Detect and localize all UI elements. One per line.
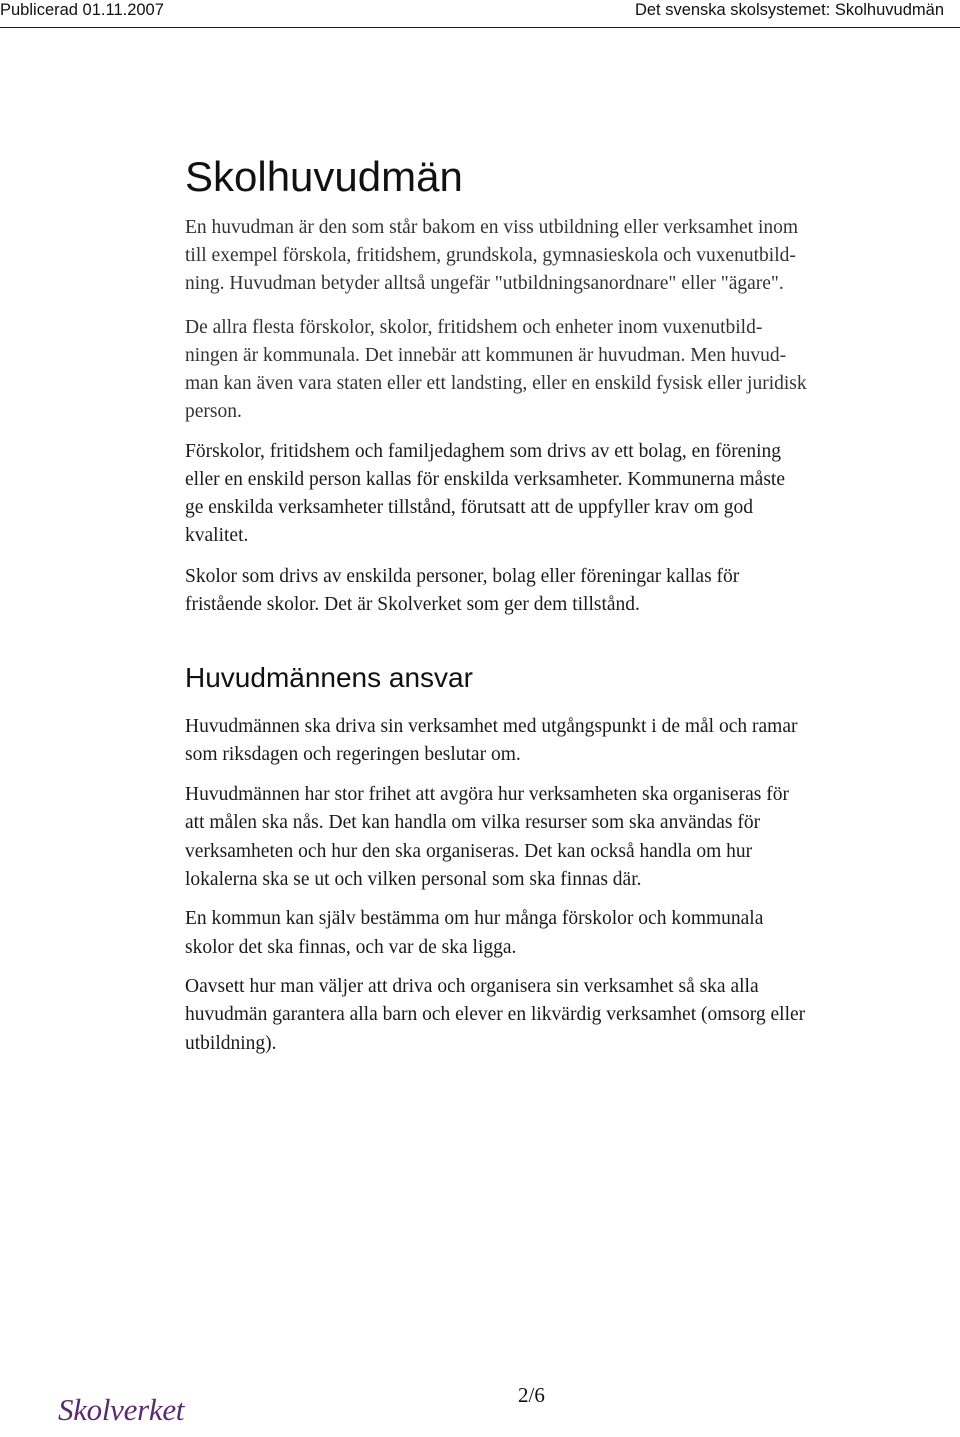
paragraph-line: till exempel förskola, fritidshem, grundskola, gymnasieskola och vuxenutbild- [185, 245, 796, 266]
paragraph-line: man kan även vara staten eller ett landsting, eller en enskild fysisk eller juridisk [185, 373, 807, 394]
paragraph-line: eller en enskild person kallas för enskilda verksamheter. Kommunerna måste [185, 469, 785, 490]
paragraph-line: person. [185, 401, 242, 422]
paragraph-line: Huvudmännen ska driva sin verksamhet med utgångspunkt i de mål och ramar [185, 716, 798, 737]
paragraph-line: kvalitet. [185, 525, 249, 546]
paragraph-line: Huvudmännen har stor frihet att avgöra hur verksamheten ska organiseras för [185, 784, 789, 805]
header-published-date: Publicerad 01.11.2007 [0, 1, 164, 19]
paragraph-line: Förskolor, fritidshem och familjedaghem som drivs av ett bolag, en förening [185, 441, 782, 462]
paragraph-line: skolor det ska finnas, och var de ska ligga. [185, 937, 517, 958]
paragraph-line: huvudmän garantera alla barn och elever en likvärdig verksamhet (omsorg eller [185, 1004, 806, 1025]
header-document-title: Det svenska skolsystemet: Skolhuvudmän [634, 1, 944, 19]
section-heading: Huvudmännens ansvar [185, 662, 473, 693]
paragraph-line: Skolor som drivs av enskilda personer, bolag eller föreningar kallas för [185, 566, 740, 587]
paragraph-line: fristående skolor. Det är Skolverket som ger dem tillstånd. [185, 594, 640, 615]
paragraph-line: som riksdagen och regeringen beslutar om. [185, 744, 521, 765]
paragraph-line: lokalerna ska se ut och vilken personal som ska finnas där. [185, 869, 642, 890]
skolverket-logo: Skolverket [58, 1392, 185, 1427]
paragraph-line: verksamheten och hur den ska organiseras. Det kan också handla om hur [185, 841, 753, 862]
paragraph-line: ge enskilda verksamheter tillstånd, förutsatt att de uppfyller krav om god [185, 497, 754, 518]
page-number: 2/6 [518, 1383, 545, 1407]
paragraph-line: ning. Huvudman betyder alltså ungefär "utbildningsanordnare" eller "ägare". [185, 273, 784, 294]
page-title: Skolhuvudmän [185, 153, 463, 200]
paragraph-line: utbildning). [185, 1033, 277, 1054]
paragraph-line: En huvudman är den som står bakom en viss utbildning eller verksamhet inom [185, 217, 799, 238]
header-divider [0, 27, 960, 28]
paragraph-line: Oavsett hur man väljer att driva och organisera sin verksamhet så ska alla [185, 976, 759, 997]
paragraph-line: ningen är kommunala. Det innebär att kommunen är huvudman. Men huvud- [185, 345, 787, 366]
paragraph-line: De allra flesta förskolor, skolor, fritidshem och enheter inom vuxenutbild- [185, 317, 763, 338]
paragraph-line: En kommun kan själv bestämma om hur många förskolor och kommunala [185, 908, 764, 929]
paragraph-line: att målen ska nås. Det kan handla om vilka resurser som ska användas för [185, 812, 761, 833]
